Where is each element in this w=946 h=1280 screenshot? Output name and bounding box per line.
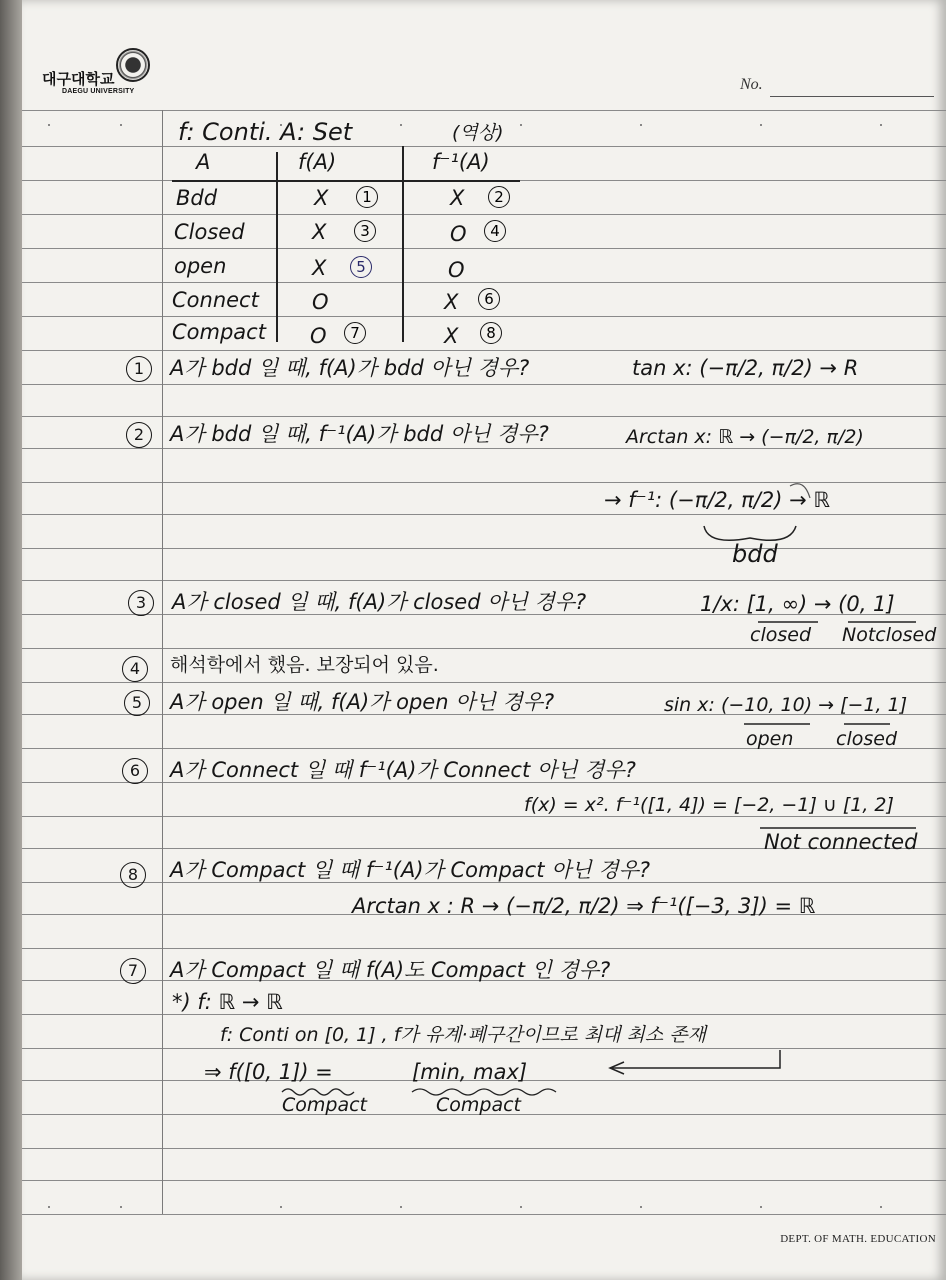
compact-underbrace-b [412, 1089, 556, 1095]
table-cell-fa: O [310, 324, 327, 348]
ref-circle: 6 [478, 288, 500, 310]
table-cell-fa: X [312, 220, 327, 244]
note-7-line3a: ⇒ f([0, 1]) = [204, 1060, 333, 1084]
note-number: 2 [126, 422, 152, 448]
table-cell-finv: O [450, 222, 467, 246]
compact-underbrace-a [282, 1089, 354, 1095]
note-7-text: A가 Compact 일 때 f(A)도 Compact 인 경우? [170, 958, 611, 982]
back-arrow [612, 1050, 780, 1068]
note-1-text: A가 bdd 일 때, f(A)가 bdd 아닌 경우? [170, 356, 530, 380]
table-row-a: Compact [172, 320, 266, 344]
bdd-arrow [790, 484, 810, 498]
note-8-text: A가 Compact 일 때 f⁻¹(A)가 Compact 아닌 경우? [170, 858, 651, 882]
note-8-example: Arctan x : R → (−π/2, π/2) ⇒ f⁻¹([−3, 3]) = ℝ [352, 894, 816, 918]
note-7-line2: f: Conti on [0, 1] , f가 유계·폐구간이므로 최대 최소 존재 [220, 1024, 706, 1046]
ref-circle: 4 [484, 220, 506, 242]
note-6-example: f(x) = x². f⁻¹([1, 4]) = [−2, −1] ∪ [1, 2] [524, 794, 894, 816]
bdd-underbrace [704, 526, 796, 540]
table-row-a: Bdd [176, 186, 218, 210]
table-cell-finv: X [450, 186, 465, 210]
note-number: 4 [122, 656, 148, 682]
note-number: 3 [128, 590, 154, 616]
table-cell-finv: O [448, 258, 465, 282]
note-5-example: sin x: (−10, 10) → [−1, 1] [664, 694, 908, 716]
note-number: 7 [120, 958, 146, 984]
note-2-example: Arctan x: ℝ → (−π/2, π/2) [626, 426, 864, 448]
ref-circle: 7 [344, 322, 366, 344]
table-row-a: Connect [172, 288, 259, 312]
note-4-text: 해석학에서 했음. 보장되어 있음. [170, 654, 439, 676]
note-3-example: 1/x: [1, ∞) → (0, 1] [700, 592, 895, 616]
ref-circle: 3 [354, 220, 376, 242]
note-3-label-closed: closed [750, 624, 811, 646]
table-header-fa: f(A) [298, 150, 337, 174]
ref-circle: 2 [488, 186, 510, 208]
note-6-text: A가 Connect 일 때 f⁻¹(A)가 Connect 아닌 경우? [170, 758, 636, 782]
note-7-line3b: [min, max] [412, 1060, 528, 1084]
table-cell-finv: X [444, 290, 459, 314]
table-header-finv: f⁻¹(A) [432, 150, 490, 174]
note-number: 8 [120, 862, 146, 888]
table-cell-fa: X [312, 256, 327, 280]
note-2-text: A가 bdd 일 때, f⁻¹(A)가 bdd 아닌 경우? [170, 422, 549, 446]
note-number: 1 [126, 356, 152, 382]
note-7-label-b: Compact [436, 1094, 521, 1116]
note-5-label-closed: closed [836, 728, 897, 750]
title-note: (역상) [452, 122, 504, 144]
note-3-text: A가 closed 일 때, f(A)가 closed 아닌 경우? [172, 590, 587, 614]
note-7-line1: *) f: ℝ → ℝ [172, 990, 283, 1014]
table-cell-finv: X [444, 324, 459, 348]
note-2-line2: → f⁻¹: (−π/2, π/2) → ℝ [604, 488, 830, 512]
table-row-a: open [174, 254, 227, 278]
title-text: f: Conti. A: Set [178, 118, 353, 146]
ref-circle: 8 [480, 322, 502, 344]
note-6-label: Not connected [764, 830, 918, 854]
table-row-a: Closed [174, 220, 245, 244]
university-name-en: DAEGU UNIVERSITY [62, 88, 135, 95]
note-1-example: tan x: (−π/2, π/2) → R [632, 356, 859, 380]
note-number: 5 [124, 690, 150, 716]
note-5-label-open: open [746, 728, 794, 750]
note-7-label-a: Compact [282, 1094, 367, 1116]
note-number: 6 [122, 758, 148, 784]
table-cell-fa: X [314, 186, 329, 210]
page-number-label: No. [740, 76, 763, 93]
ref-circle: 5 [350, 256, 372, 278]
table-cell-fa: O [312, 290, 329, 314]
table-header-a: A [196, 150, 211, 174]
note-2-label: bdd [732, 540, 778, 568]
footer-dept: DEPT. OF MATH. EDUCATION [780, 1233, 936, 1245]
note-3-label-not: Notclosed [842, 624, 937, 646]
note-5-text: A가 open 일 때, f(A)가 open 아닌 경우? [170, 690, 555, 714]
ref-circle: 1 [356, 186, 378, 208]
university-name-kr: 대구대학교 [42, 70, 115, 88]
